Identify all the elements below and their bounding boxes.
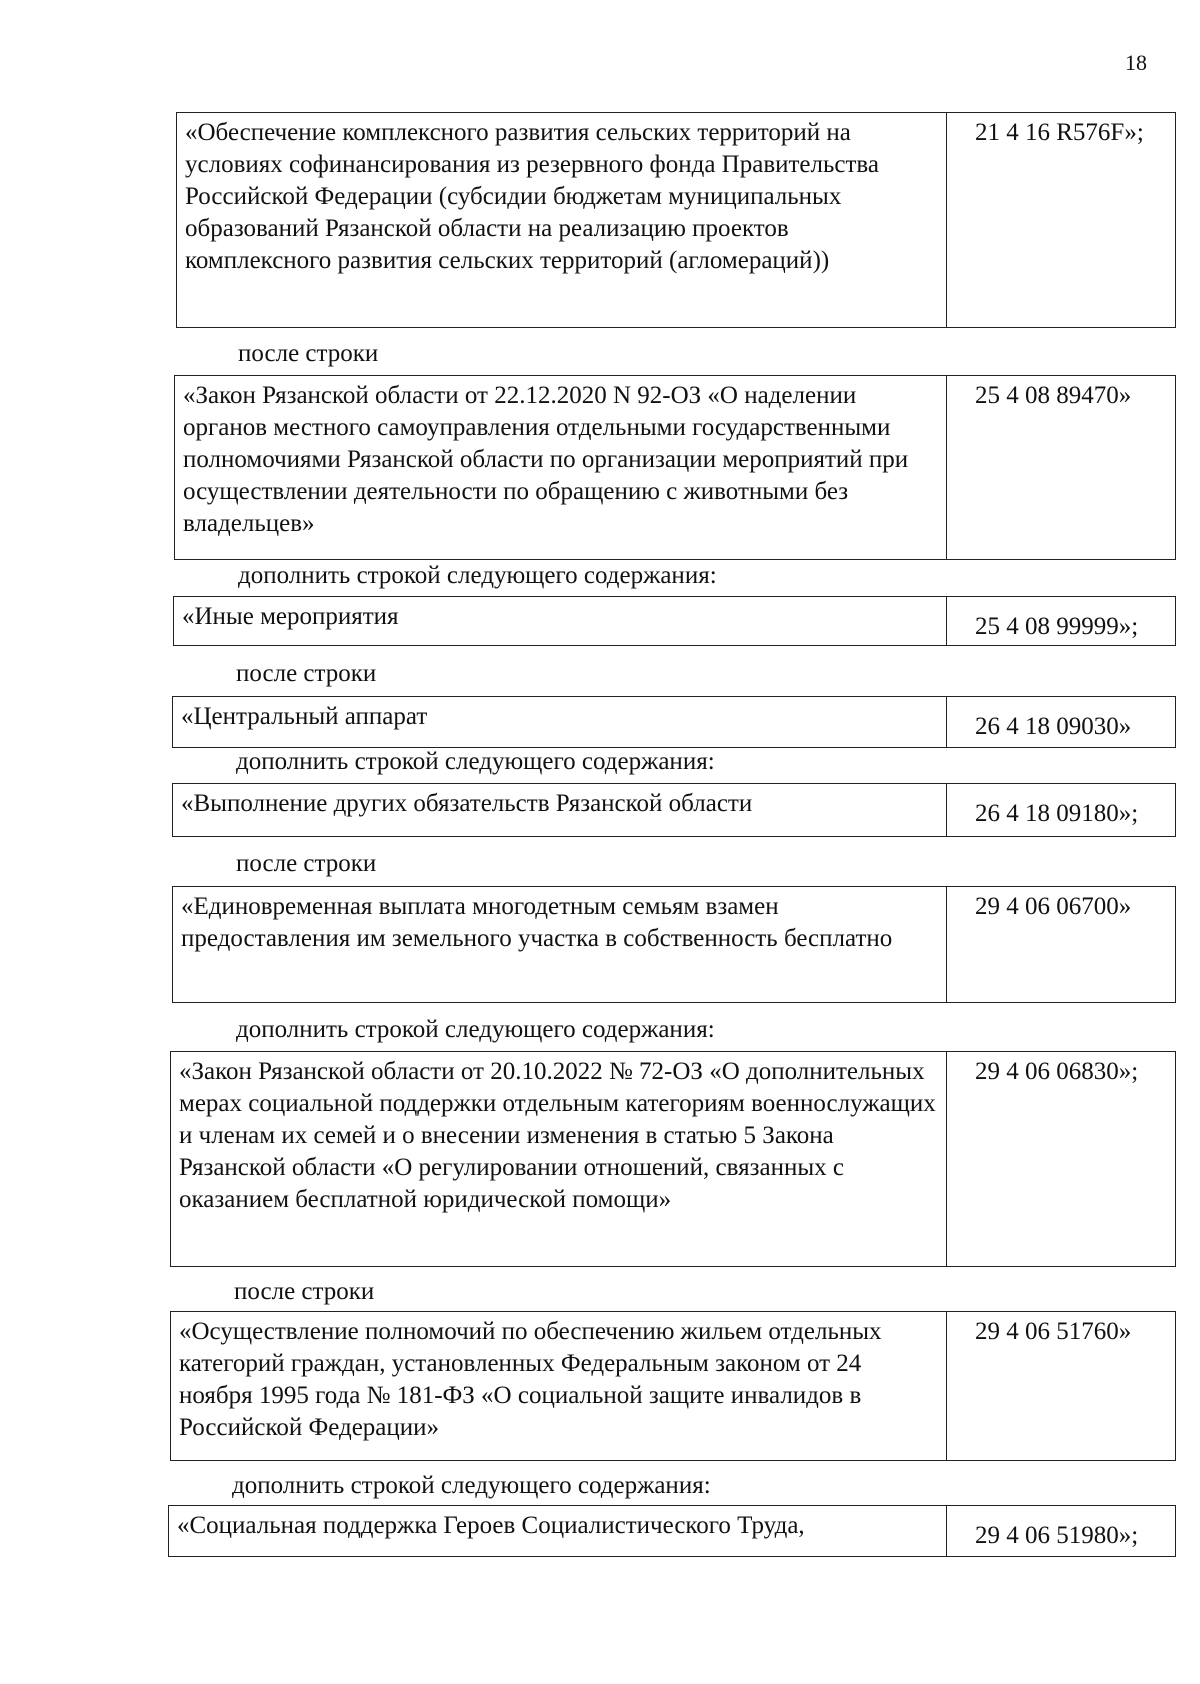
table-row [172,696,1176,748]
row-code: 29 4 06 06700» [975,893,1132,920]
instruction-text: после строки [236,660,377,687]
row-name: «Единовременная выплата многодетным семьям взамен предоставления им земельного участка в собственность бесплатно [173,887,947,1002]
instruction-text: дополнить строкой следующего содержания: [232,1472,711,1499]
row-name: «Центральный аппарат [173,697,947,747]
instruction-text: после строки [236,850,377,877]
row-name: «Закон Рязанской области от 20.10.2022 № 72-ОЗ «О дополнительных мерах социальной поддержки отдельным категориям военнослужащих и членам их семей и о внесении изменения в статью 5 Закона Рязанской области «О регулировании отношений, связанных с оказанием бесплатной юридической помощи» [171,1052,947,1266]
table-row [174,375,1176,560]
row-code: 25 4 08 99999»; [975,613,1139,640]
instruction-text: после строки [238,340,379,367]
table-row [172,886,1176,1003]
row-code: 29 4 06 51980»; [975,1522,1139,1549]
row-name: «Выполнение других обязательств Рязанской области [173,784,947,836]
instruction-text: после строки [234,1278,375,1305]
table-row [168,1505,1176,1557]
row-name: «Социальная поддержка Героев Социалистического Труда, [169,1506,947,1556]
table-row [170,1311,1176,1461]
row-name: «Иные мероприятия [174,597,947,645]
table-row [173,596,1176,646]
row-code: 26 4 18 09030» [975,713,1132,740]
instruction-text: дополнить строкой следующего содержания: [236,1016,715,1043]
table-row [172,783,1176,837]
row-name: «Закон Рязанской области от 22.12.2020 N 92-ОЗ «О наделении органов местного самоуправления отдельными государственными полномочиями Рязанской области по организации мероприятий при осуществлении деятельности по обращению с животными без владельцев» [175,376,947,559]
row-name: «Осуществление полномочий по обеспечению жильем отдельных категорий граждан, установленных Федеральным законом от 24 ноября 1995 года № 181-ФЗ «О социальной защите инвалидов в Российской Федерации» [171,1312,947,1460]
row-code: 29 4 06 51760» [975,1318,1132,1345]
instruction-text: дополнить строкой следующего содержания: [236,748,715,775]
row-code: 21 4 16 R576F»; [975,119,1144,146]
row-code: 29 4 06 06830»; [975,1058,1139,1085]
table-row [176,112,1176,328]
page-number: 18 [1125,50,1147,75]
table-row [170,1051,1176,1267]
row-code: 25 4 08 89470» [975,382,1132,409]
row-name: «Обеспечение комплексного развития сельских территорий на условиях софинансирования из резервного фонда Правительства Российской Федерации (субсидии бюджетам муниципальных образований Рязанской области на реализацию проектов комплексного развития сельских территорий (агломераций)) [177,113,947,327]
row-code: 26 4 18 09180»; [975,800,1139,827]
instruction-text: дополнить строкой следующего содержания: [238,562,717,589]
